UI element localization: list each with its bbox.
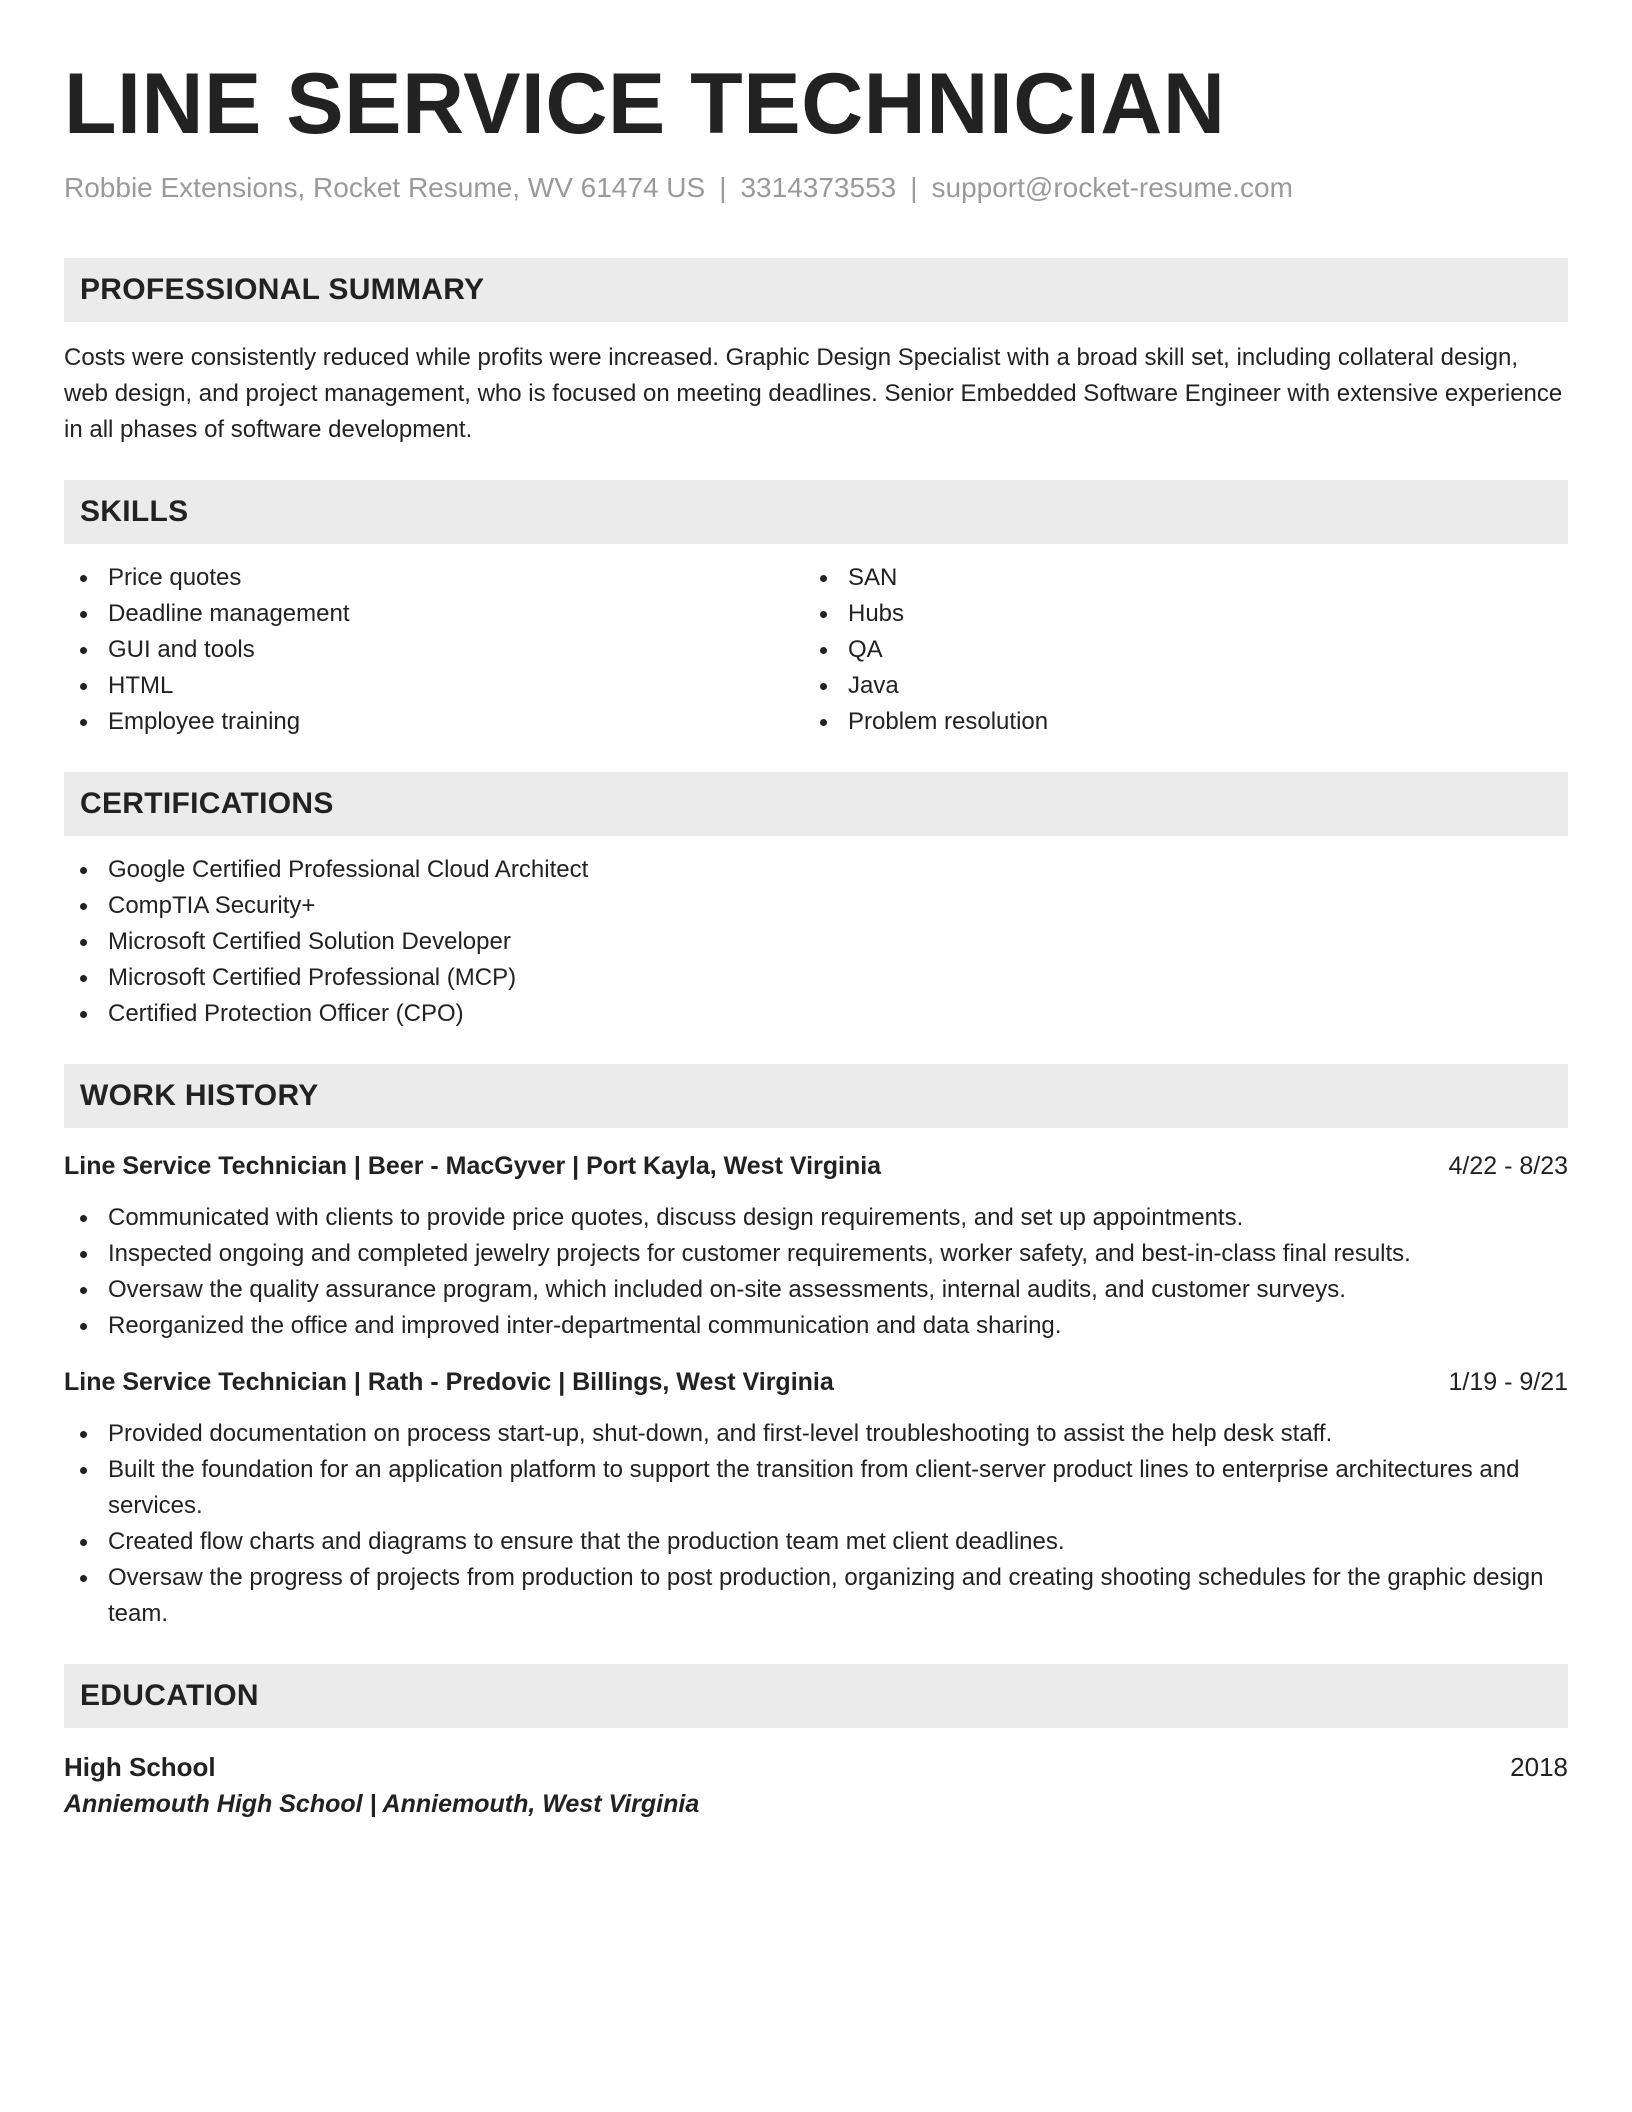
list-item [64,1416,1568,1452]
bullet-icon [80,1467,87,1474]
list-item [804,560,1544,596]
contact-line [64,170,1568,206]
bullet-icon [80,647,87,654]
certification-label: Certified Protection Officer (CPO) [108,1000,464,1027]
list-item [64,996,1568,1032]
list-item [64,1308,1568,1344]
list-item [64,596,804,632]
list-item [804,704,1544,740]
bullet-icon [820,683,827,690]
bullet-icon [80,867,87,874]
skill-label: Price quotes [108,564,242,591]
list-item [804,632,1544,668]
job-header [64,1364,1568,1400]
bullet-icon [820,719,827,726]
bullet-icon [80,903,87,910]
contact-address: Robbie Extensions, Rocket Resume, WV 61474 US [64,172,706,203]
skill-label: QA [848,636,883,663]
list-item [64,1200,1568,1236]
list-item [64,960,1568,996]
certification-label: Google Certified Professional Cloud Architect [108,856,589,883]
section-heading-work-history: WORK HISTORY [64,1064,1568,1128]
bullet-icon [80,1431,87,1438]
list-item [64,888,1568,924]
education-year: 2018 [1510,1752,1568,1782]
list-item [64,704,804,740]
list-item [64,1452,1568,1524]
job-dates: 4/22 - 8/23 [1448,1152,1568,1180]
skills-column-left [64,560,804,740]
skill-label: Employee training [108,708,301,735]
bullet-icon [80,1215,87,1222]
bullet-icon [80,1251,87,1258]
job-bullet-text: Inspected ongoing and completed jewelry projects for customer requirements, worker safety, and best-in-class final results. [108,1240,1411,1267]
bullet-icon [80,1287,87,1294]
job-bullets [64,1200,1568,1344]
bullet-icon [80,1575,87,1582]
job-entry [64,1364,1568,1632]
job-bullet-text: Oversaw the quality assurance program, which included on-site assessments, internal audits, and customer surveys. [108,1276,1346,1303]
contact-email: support@rocket-resume.com [931,172,1293,203]
job-bullets [64,1416,1568,1632]
skills-column-right [804,560,1544,740]
list-item [64,852,1568,888]
list-item [64,924,1568,960]
bullet-icon [80,575,87,582]
certifications-list [64,852,1568,1032]
summary-text: Costs were consistently reduced while profits were increased. Graphic Design Specialist with a broad skill set, including collateral design, web design, and project management, who is focused on meeting deadlines. Senior Embedded Software Engineer with extensive experience in all phases of software development. [64,344,1563,443]
list-item [64,560,804,596]
certification-label: Microsoft Certified Professional (MCP) [108,964,517,991]
job-bullet-text: Provided documentation on process start-up, shut-down, and first-level troubleshooting to assist the help desk staff. [108,1420,1333,1447]
section-heading-education: EDUCATION [64,1664,1568,1728]
bullet-icon [80,611,87,618]
list-item [804,668,1544,704]
list-item [64,632,804,668]
bullet-icon [820,647,827,654]
bullet-icon [820,575,827,582]
section-heading-skills: SKILLS [64,480,1568,544]
skill-label: GUI and tools [108,636,255,663]
bullet-icon [820,611,827,618]
skills-grid [64,560,1568,740]
job-bullet-text: Built the foundation for an application platform to support the transition from client-server product lines to enterprise architectures and services. [108,1456,1520,1519]
certification-label: CompTIA Security+ [108,892,316,919]
bullet-icon [80,939,87,946]
education-header [64,1748,1568,1786]
job-bullet-text: Oversaw the progress of projects from production to post production, organizing and creating shooting schedules for the graphic design team. [108,1564,1544,1627]
bullet-icon [80,683,87,690]
skill-label: Java [848,672,899,699]
list-item [64,668,804,704]
skill-label: HTML [108,672,174,699]
skill-label: Problem resolution [848,708,1049,735]
job-entry [64,1148,1568,1344]
job-dates: 1/19 - 9/21 [1448,1368,1568,1396]
education-school: Anniemouth High School | Anniemouth, West Virginia [64,1790,700,1818]
skill-label: Hubs [848,600,905,627]
bullet-icon [80,1011,87,1018]
certification-label: Microsoft Certified Solution Developer [108,928,511,955]
skill-label: SAN [848,564,898,591]
list-item [64,1524,1568,1560]
list-item [804,596,1544,632]
section-heading-summary: PROFESSIONAL SUMMARY [64,258,1568,322]
contact-separator: | [719,172,727,203]
skill-label: Deadline management [108,600,350,627]
bullet-icon [80,1323,87,1330]
job-bullet-text: Communicated with clients to provide price quotes, discuss design requirements, and set up appointments. [108,1204,1244,1231]
list-item [64,1236,1568,1272]
bullet-icon [80,719,87,726]
contact-separator: | [910,172,918,203]
education-degree: High School [64,1752,216,1782]
contact-phone: 3314373553 [740,172,897,203]
bullet-icon [80,1539,87,1546]
job-title: Line Service Technician | Beer - MacGyver | Port Kayla, West Virginia [64,1152,882,1180]
bullet-icon [80,975,87,982]
job-header [64,1148,1568,1184]
job-title: Line Service Technician | Rath - Predovic | Billings, West Virginia [64,1368,834,1396]
job-bullet-text: Reorganized the office and improved inter-departmental communication and data sharing. [108,1312,1062,1339]
list-item [64,1272,1568,1308]
list-item [64,1560,1568,1632]
resume-title: LINE SERVICE TECHNICIAN [64,56,1226,152]
job-bullet-text: Created flow charts and diagrams to ensure that the production team met client deadlines. [108,1528,1065,1555]
section-heading-certifications: CERTIFICATIONS [64,772,1568,836]
